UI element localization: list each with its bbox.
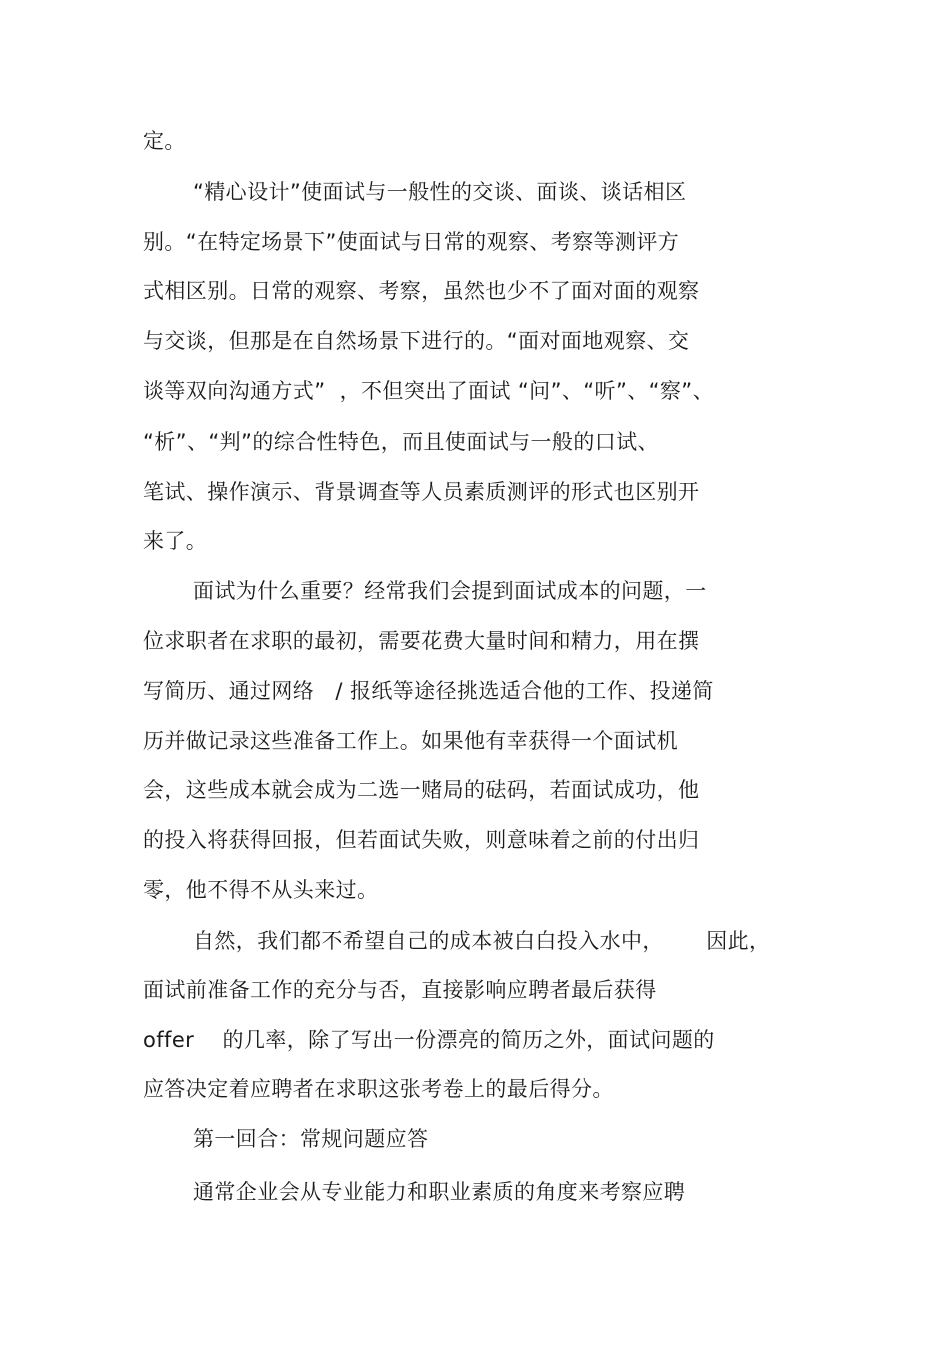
text-line: 定。 [143, 129, 186, 153]
text-line: 笔试、操作演示、背景调查等人员素质测评的形式也区别开 [143, 480, 700, 504]
text-line: 别。“在特定场景下”使面试与日常的观察、考察等测评方 [143, 230, 680, 254]
text-line: 会，这些成本就会成为二选一赌局的砝码，若面试成功，他 [143, 778, 700, 802]
text-line: 式相区别。日常的观察、考察，虽然也少不了面对面的观察 [143, 279, 700, 303]
text-line: 通常企业会从专业能力和职业素质的角度来考察应聘 [193, 1180, 686, 1204]
text-line: 面试为什么重要？经常我们会提到面试成本的问题，一 [193, 579, 707, 603]
text-line: 谈等双向沟通方式” ，不但突出了面试 “问”、“听”、“察”、 [143, 379, 714, 403]
text-line: 零，他不得不从头来过。 [143, 878, 379, 902]
text-line: 面试前准备工作的充分与否，直接影响应聘者最后获得 [143, 978, 657, 1002]
text-line: 自然，我们都不希望自己的成本被白白投入水中， 因此， [193, 929, 771, 953]
text-line: “析”、“判”的综合性特色，而且使面试与一般的口试、 [143, 430, 659, 454]
text-line: 位求职者在求职的最初，需要花费大量时间和精力，用在撰 [143, 629, 700, 653]
text-line: 历并做记录这些准备工作上。如果他有幸获得一个面试机 [143, 729, 678, 753]
text-line: 与交谈，但那是在自然场景下进行的。“面对面地观察、交 [143, 329, 690, 353]
text-line: “精心设计”使面试与一般性的交谈、面谈、谈话相区 [193, 180, 687, 204]
text-line: 来了。 [143, 529, 208, 553]
text-line: 应答决定着应聘者在求职这张考卷上的最后得分。 [143, 1077, 614, 1101]
text-line: 的投入将获得回报，但若面试失败，则意味着之前的付出归 [143, 828, 700, 852]
text-line: offer 的几率，除了写出一份漂亮的简历之外，面试问题的 [143, 1028, 715, 1052]
section-heading: 第一回合：常规问题应答 [193, 1127, 429, 1151]
text-line: 写简历、通过网络 / 报纸等途径挑选适合他的工作、投递简 [143, 679, 714, 703]
